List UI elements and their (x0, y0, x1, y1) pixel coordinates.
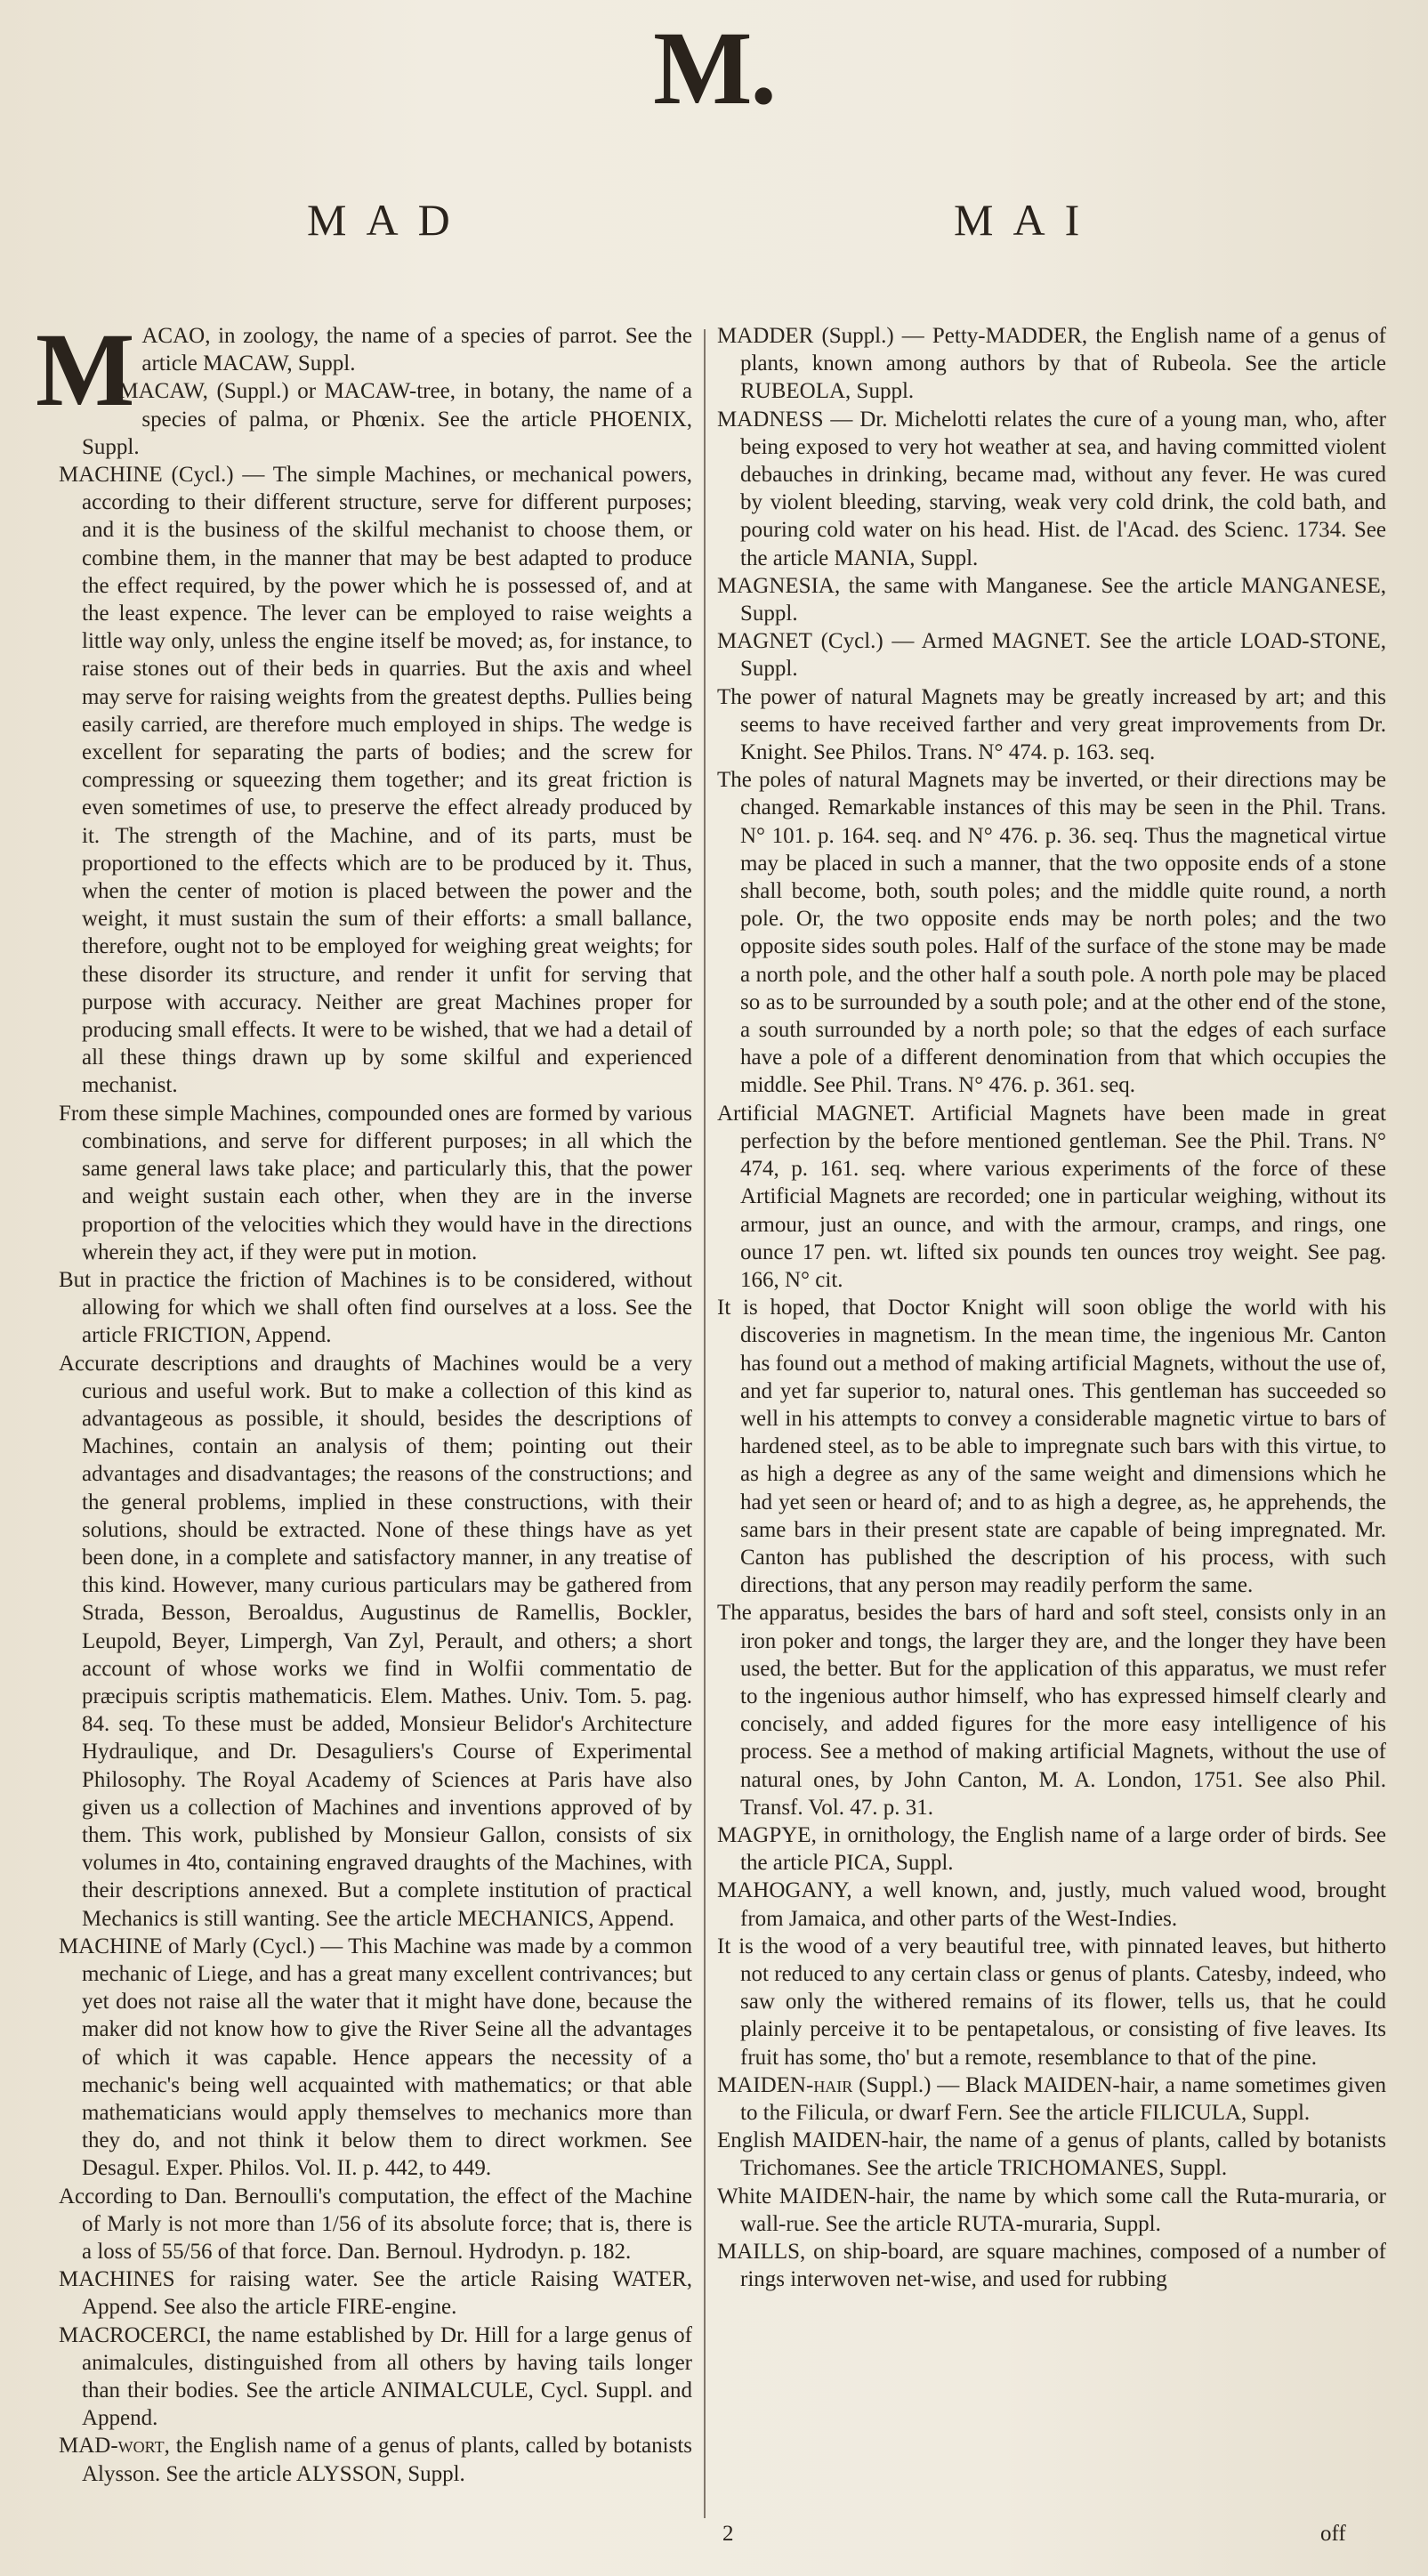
entry-headword: MACAW, (118, 379, 208, 404)
entry-text: English MAIDEN-hair, the name of a genus of plants, called by botanists Trichomanes. See the article TRICHOMANES, Suppl. (717, 2128, 1386, 2181)
entry-text: From these simple Machines, compounded ones are formed by various combinations, and serve for different purposes; in all which the same general laws take place; and particularly this, that the power and weight sustain each other, when they are in the inverse proportion of the velocities which they would have in the directions wherein they act, if they were put in motion. (59, 1101, 692, 1264)
dictionary-entry (717, 406, 1386, 572)
catchword: off (1320, 2522, 1346, 2546)
running-head-right: MAI (954, 195, 1100, 245)
dictionary-entry (59, 461, 692, 1100)
dictionary-entry (717, 627, 1386, 682)
entry-text: (Suppl.) — Black MAIDEN-hair, a name sometimes given to the Filicula, or dwarf Fern. See the article FILICULA, Suppl. (740, 2072, 1386, 2125)
dictionary-entry (717, 1933, 1386, 2071)
entry-headword: MADNESS (717, 407, 824, 432)
entry-text: Artificial MAGNET. Artificial Magnets have been made in great perfection by the before mentioned gentleman. See the Phil. Trans. N° 474, p. 161. seq. where various experiments of the force of these Artificial Magnets are recorded; one in particular weighing, without its armour, just an ounce, and with the armour, cramps, and rings, one ounce 17 pen. wt. lifted six pounds ten ounces troy weight. See pag. 166, N° cit. (717, 1101, 1386, 1292)
entry-text: a well known, and, justly, much valued wood, brought from Jamaica, and other parts of the West-Indies. (740, 1878, 1386, 1931)
entry-headword: MAGNESIA, (717, 573, 841, 598)
dictionary-entry (59, 1933, 692, 2183)
entry-text: The apparatus, besides the bars of hard and soft steel, consists only in an iron poker and tongs, the larger they are, and the longer they have been used, the better. But for the application of this apparatus, we must refer to the ingenious author himself, who has expressed himself clearly and concisely, and added figures for the more easy intelligence of his process. See a method of making artificial Magnets, without the use of natural ones, by John Canton, M. A. London, 1751. See also Phil. Transf. Vol. 47. p. 31. (717, 1601, 1386, 1820)
right-column (717, 322, 1386, 2293)
dictionary-entry (717, 2238, 1386, 2293)
entry-text: on ship-board, are square machines, composed of a number of rings interwoven net-wise, and used for rubbing (740, 2240, 1386, 2292)
dictionary-entry (59, 1100, 692, 1266)
dictionary-entry (717, 322, 1386, 406)
entry-text: the name established by Dr. Hill for a large genus of animalcules, distinguished from all others by having tails longer than their bodies. See the article ANIMALCULE, Cycl. Suppl. and Append. (82, 2322, 692, 2431)
entry-headword: MAGNET (717, 629, 812, 654)
entry-text: the same with Manganese. See the article MANGANESE, Suppl. (740, 573, 1386, 626)
dictionary-entry (717, 2183, 1386, 2238)
dictionary-entry (717, 683, 1386, 767)
dictionary-entry (717, 2071, 1386, 2127)
dictionary-entry (59, 2322, 692, 2433)
entry-headword: ACAO, (141, 324, 211, 348)
entry-text: in ornithology, the English name of a large order of birds. See the article PICA, Suppl. (740, 1822, 1386, 1876)
dictionary-entry (717, 1294, 1386, 1599)
dictionary-entry (59, 1266, 692, 1350)
column-divider (704, 329, 706, 2518)
dictionary-entry (59, 2183, 692, 2266)
dictionary-entry (717, 1821, 1386, 1877)
entry-headword: MACHINE (59, 463, 163, 488)
entry-text: Accurate descriptions and draughts of Machines would be a very curious and useful work. But to make a collection of this kind as advantageous as possible, it should, besides the descriptions of Machines, contain an analysis of them; pointing out their advantages and disadvantages; the reasons of the constructions; and the general problems, implied in these constructions, with their solutions, should be extracted. None of these things have as yet been done, in a complete and satisfactory manner, in any treatise of this kind. However, many curious particulars may be gathered from Strada, Besson, Beroaldus, Augustinus de Ramellis, Bockler, Leupold, Beyer, Limpergh, Van Zyl, Perault, and others; a short account of whose works we find in Wolfii commentatio de præcipuis scriptis mathematicis. Elem. Mathes. Univ. Tom. 5. pag. 84. seq. To these must be added, Monsieur Belidor's Architecture Hydraulique, and Dr. Desaguliers's Course of Experimental Philosophy. The Royal Academy of Sciences at Paris have also given us a collection of Machines and inventions approved of by them. This work, published by Monsieur Gallon, consists of six volumes in 4to, containing engraved draughts of the Machines, with their descriptions annexed. But a complete institution of practical Mechanics is still wanting. See the article MECHANICS, Append. (59, 1351, 692, 1931)
entry-text: The power of natural Magnets may be greatly increased by art; and this seems to have received farther and very great improvements from Dr. Knight. See Philos. Trans. N° 474. p. 163. seq. (717, 684, 1386, 765)
entry-text: for raising water. See the article Raising WATER, Append. See also the article FIRE-engine. (82, 2267, 692, 2320)
entry-headword: MACROCERCI, (59, 2322, 212, 2347)
entry-text: the English name of a genus of plants, called by botanists Alysson. See the article ALYSSON, Suppl. (82, 2434, 692, 2486)
running-head-left: MAD (307, 195, 470, 245)
entry-text: (Cycl.) — The simple Machines, or mechanical powers, according to their different structure, serve for different purposes; and it is the business of the skilful mechanist to choose them, or combine them, in the manner that may be best adapted to produce the effect required, by the power which he is possessed of, and at the least expence. The lever can be employed to raise weights a little way only, unless the engine itself be moved; as, for instance, to raise stones out of their beds in quarries. But the axis and wheel may serve for raising weights from the greatest depths. Pullies being easily carried, are therefore much employed in ships. The wedge is excellent for separating the parts of bodies; and the screw for compressing or squeezing them together; and its great friction is even sometimes of use, to preserve the effect already produced by it. The strength of the Machine, and of its parts, must be proportioned to the effects which are to be produced by it. Thus, when the center of motion is placed between the power and the weight, it must sustain the sum of their efforts: a small ballance, therefore, ought not to be employed for weighing great weights; for these disorder its structure, and render it unfit for serving that purpose with accuracy. Neither are great Machines proper for producing small effects. It were to be wished, that we had a detail of all these things drawn up by some skilful and experienced mechanist. (82, 463, 692, 1098)
dictionary-entry (717, 1100, 1386, 1294)
entry-headword: MAHOGANY, (717, 1878, 852, 1903)
dictionary-entry (59, 2432, 692, 2487)
entry-text: (Suppl.) — Petty-MADDER, the English name of a genus of plants, known among authors by that of Rubeola. See the article RUBEOLA, Suppl. (740, 324, 1386, 404)
entry-text: White MAIDEN-hair, the name by which some call the Ruta-muraria, or wall-rue. See the article RUTA-muraria, Suppl. (717, 2184, 1386, 2236)
drop-cap: M (36, 311, 135, 428)
left-column (36, 311, 692, 2488)
dictionary-entry (59, 377, 692, 461)
entry-headword: MADDER (717, 324, 814, 348)
entry-text: — Dr. Michelotti relates the cure of a young man, who, after being exposed to very hot weather at sea, and having committed violent debauches in drinking, became mad, without any fever. He was cured by violent bleeding, starving, weak very cold drink, the cold bath, and pouring cold water on his head. Hist. de l'Acad. des Scienc. 1734. See the article MANIA, Suppl. (740, 407, 1386, 570)
entry-headword: MAIDEN-hair (717, 2072, 853, 2097)
entry-headword: MAGPYE, (717, 1822, 817, 1847)
entry-text: It is the wood of a very beautiful tree, with pinnated leaves, but hitherto not reduced to any certain class or genus of plants. Catesby, indeed, who saw only the withered remains of its flower, tells us, that he could plainly perceive it to be pentapetalous, or consisting of five leaves. Its fruit has some, tho' but a remote, resemblance to that of the pine. (717, 1934, 1386, 2070)
dictionary-entry (717, 2127, 1386, 2182)
entry-text: The poles of natural Magnets may be inverted, or their directions may be changed. Remarkable instances of this may be seen in the Phil. Trans. N° 101. p. 164. seq. and N° 476. p. 36. seq. Thus the magnetical virtue may be placed in such a manner, that the two opposite ends of a stone shall become, both, south poles; and the middle quite round, a north pole. Or, the two opposite ends may be north poles; and the two opposite sides south poles. Half of the surface of the stone may be made a north pole, and the other half a south pole. A north pole may be placed so as to be surrounded by a south pole; and at the other end of the stone, a south surrounded by a north pole; so that the edges of each surface have a pole of a different denomination from that which occupies the middle. See Phil. Trans. N° 476. p. 361. seq. (717, 768, 1386, 1098)
entry-headword: MAILLS, (717, 2240, 806, 2265)
entry-text: (Cycl.) — Armed MAGNET. See the article LOAD-STONE, Suppl. (740, 629, 1386, 682)
entry-headword: MACHINE (59, 1934, 163, 1958)
entry-text: According to Dan. Bernoulli's computation, the effect of the Machine of Marly is not more than 1/56 of its absolute force; that is, there is a loss of 55/56 of that force. Dan. Bernoul. Hydrodyn. p. 182. (59, 2184, 692, 2265)
dictionary-entry (717, 1599, 1386, 1821)
entry-text: But in practice the friction of Machines is to be considered, without allowing for which we shall often find ourselves at a loss. See the article FRICTION, Append. (59, 1267, 692, 1348)
entry-text: of Marly (Cycl.) — This Machine was made by a common mechanic of Liege, and has a great many excellent contrivances; but yet does not raise all the water that it might have done, because the maker did not know how to give the River Seine all the advantages of which it was capable. Hence appears the necessity of a mechanic's being well acquainted with mathematics; or that able mathematicians would apply themselves to mechanics more than they do, and not think it below them to direct workmen. See Desagul. Exper. Philos. Vol. II. p. 442, to 449. (82, 1934, 692, 2181)
entry-headword: MACHINES (59, 2267, 175, 2292)
dictionary-entry (717, 572, 1386, 627)
section-letter: M. (653, 10, 775, 126)
entry-headword: MAD-wort, (59, 2434, 170, 2459)
dictionary-entry (717, 1877, 1386, 1932)
entry-text: It is hoped, that Doctor Knight will soon oblige the world with his discoveries in magnetism. In the mean time, the ingenious Mr. Canton has found out a method of making artificial Magnets, without the use of, and yet far superior to, natural ones. This gentleman has succeeded so well in his attempts to convey a considerable magnetic virtue to bars of hardened steel, as to be able to impregnate such bars with this virtue, to as high a degree as any of the same weight and dimensions which he had yet seen or heard of; and to as high a degree, as, he apprehends, the same bars in their present state are capable of being impregnated. Mr. Canton has published the description of his process, with such directions, that any person may readily perform the same. (717, 1296, 1386, 1598)
page-number: 2 (722, 2522, 734, 2546)
dictionary-entry (717, 766, 1386, 1099)
entry-text: (Suppl.) or MACAW-tree, in botany, the name of a species of palma, or Phœnix. See the article PHOENIX, Suppl. (82, 379, 692, 459)
dictionary-entry (59, 2265, 692, 2321)
entry-text: in zoology, the name of a species of parrot. See the article MACAW, Suppl. (141, 324, 692, 376)
dictionary-entry (59, 1350, 692, 1933)
